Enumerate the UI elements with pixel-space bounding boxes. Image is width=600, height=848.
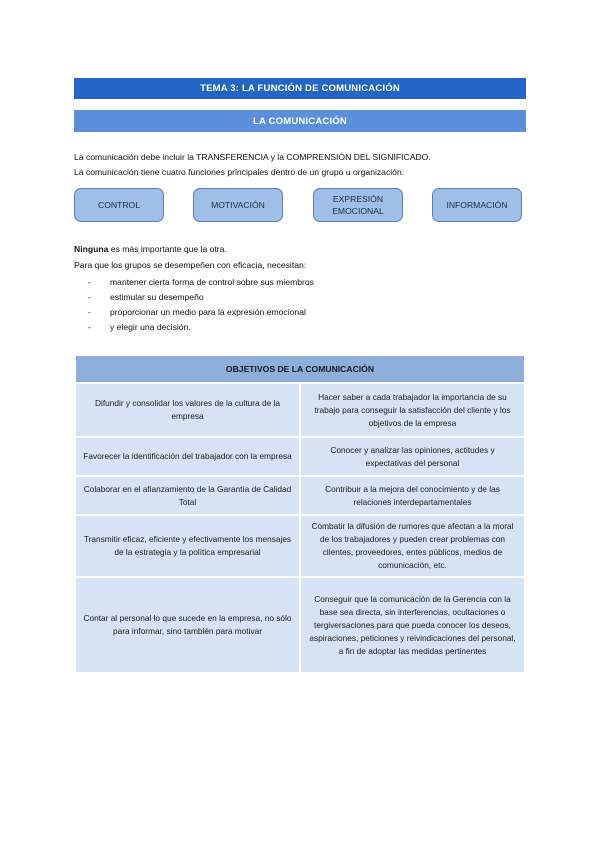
list-item	[88, 291, 204, 304]
list-item-text: mantener cierta forma de control sobre sus miembros	[110, 277, 314, 287]
bullet-dash: -	[88, 277, 91, 287]
table-cell: Conocer y analizar las opiniones, actitudes y expectativas del personal	[300, 437, 525, 476]
function-box-information	[432, 188, 522, 222]
groups-intro: Para que los grupos se desempeñen con eficacia, necesitan:	[74, 260, 307, 270]
table-cell: Combatir la difusión de rumores que afectan a la moral de los trabajadores y pueden crear problemas con clientes, proveedores, entes públicos, medios de comunicación, etc.	[300, 515, 525, 577]
importance-bold: Ninguna	[74, 244, 109, 254]
topic-title-banner	[74, 78, 526, 99]
table-title: OBJETIVOS DE LA COMUNICACIÓN	[75, 355, 525, 383]
importance-note	[74, 243, 227, 256]
bullet-dash: -	[88, 307, 91, 317]
function-label: MOTIVACIÓN	[211, 200, 265, 210]
list-item	[88, 276, 314, 289]
table-cell: Colaborar en el afianzamiento de la Garantía de Calidad Total	[75, 476, 300, 515]
table-cell: Difundir y consolidar los valores de la cultura de la empresa	[75, 383, 300, 437]
list-item	[88, 306, 306, 319]
topic-title: TEMA 3: LA FUNCIÓN DE COMUNICACIÓN	[200, 83, 400, 94]
table-cell: Hacer saber a cada trabajador la importancia de su trabajo para conseguir la satisfacción del cliente y los objetivos de la empresa	[300, 383, 525, 437]
importance-rest: es más importante que la otra.	[108, 244, 227, 254]
list-item-text: estimular su desempeño	[110, 292, 204, 302]
table-cell: Contar al personal lo que sucede en la empresa, no sólo para informar, sino también para motivar	[75, 577, 300, 673]
function-label: CONTROL	[97, 200, 141, 210]
function-box-control	[74, 188, 164, 222]
table-row	[75, 383, 525, 437]
list-item	[88, 321, 191, 334]
objectives-table	[74, 354, 526, 674]
table-row	[75, 515, 525, 577]
section-title: LA COMUNICACIÓN	[253, 115, 347, 127]
table-cell: Conseguir que la comunicación de la Gerencia con la base sea directa, sin interferencias, ocultaciones o tergiversaciones para que pueda conocer los deseos, aspiraciones, peticiones y reivindicaciones del personal, a fin de adoptar las medidas pertinentes	[300, 577, 525, 673]
intro-line-2: La comunicación tiene cuatro funciones principales dentro de un grupo u organización:	[74, 167, 405, 177]
function-box-emotional-expression	[313, 188, 403, 222]
table-cell: Contribuir a la mejora del conocimiento y de las relaciones interdepartamentales	[300, 476, 525, 515]
table-cell: Transmitir eficaz, eficiente y efectivamente los mensajes de la estrategia y la política empresarial	[75, 515, 300, 577]
list-item-text: y elegir una decisión.	[110, 322, 191, 332]
bullet-dash: -	[88, 322, 91, 332]
table-row	[75, 577, 525, 673]
table-header-row	[75, 355, 525, 383]
intro-line-1: La comunicación debe incluir la TRANSFERENCIA y la COMPRENSIÓN DEL SIGNIFICADO.	[74, 152, 431, 162]
bullet-dash: -	[88, 292, 91, 302]
list-item-text: proporcionar un medio para la expresión emocional	[110, 307, 306, 317]
section-title-banner	[74, 110, 526, 132]
table-row	[75, 437, 525, 476]
function-label: EXPRESIÓN EMOCIONAL	[332, 194, 384, 216]
table-cell: Favorecer la identificación del trabajador con la empresa	[75, 437, 300, 476]
table-row	[75, 476, 525, 515]
function-box-motivation	[193, 188, 283, 222]
function-label: INFORMACIÓN	[446, 200, 508, 210]
